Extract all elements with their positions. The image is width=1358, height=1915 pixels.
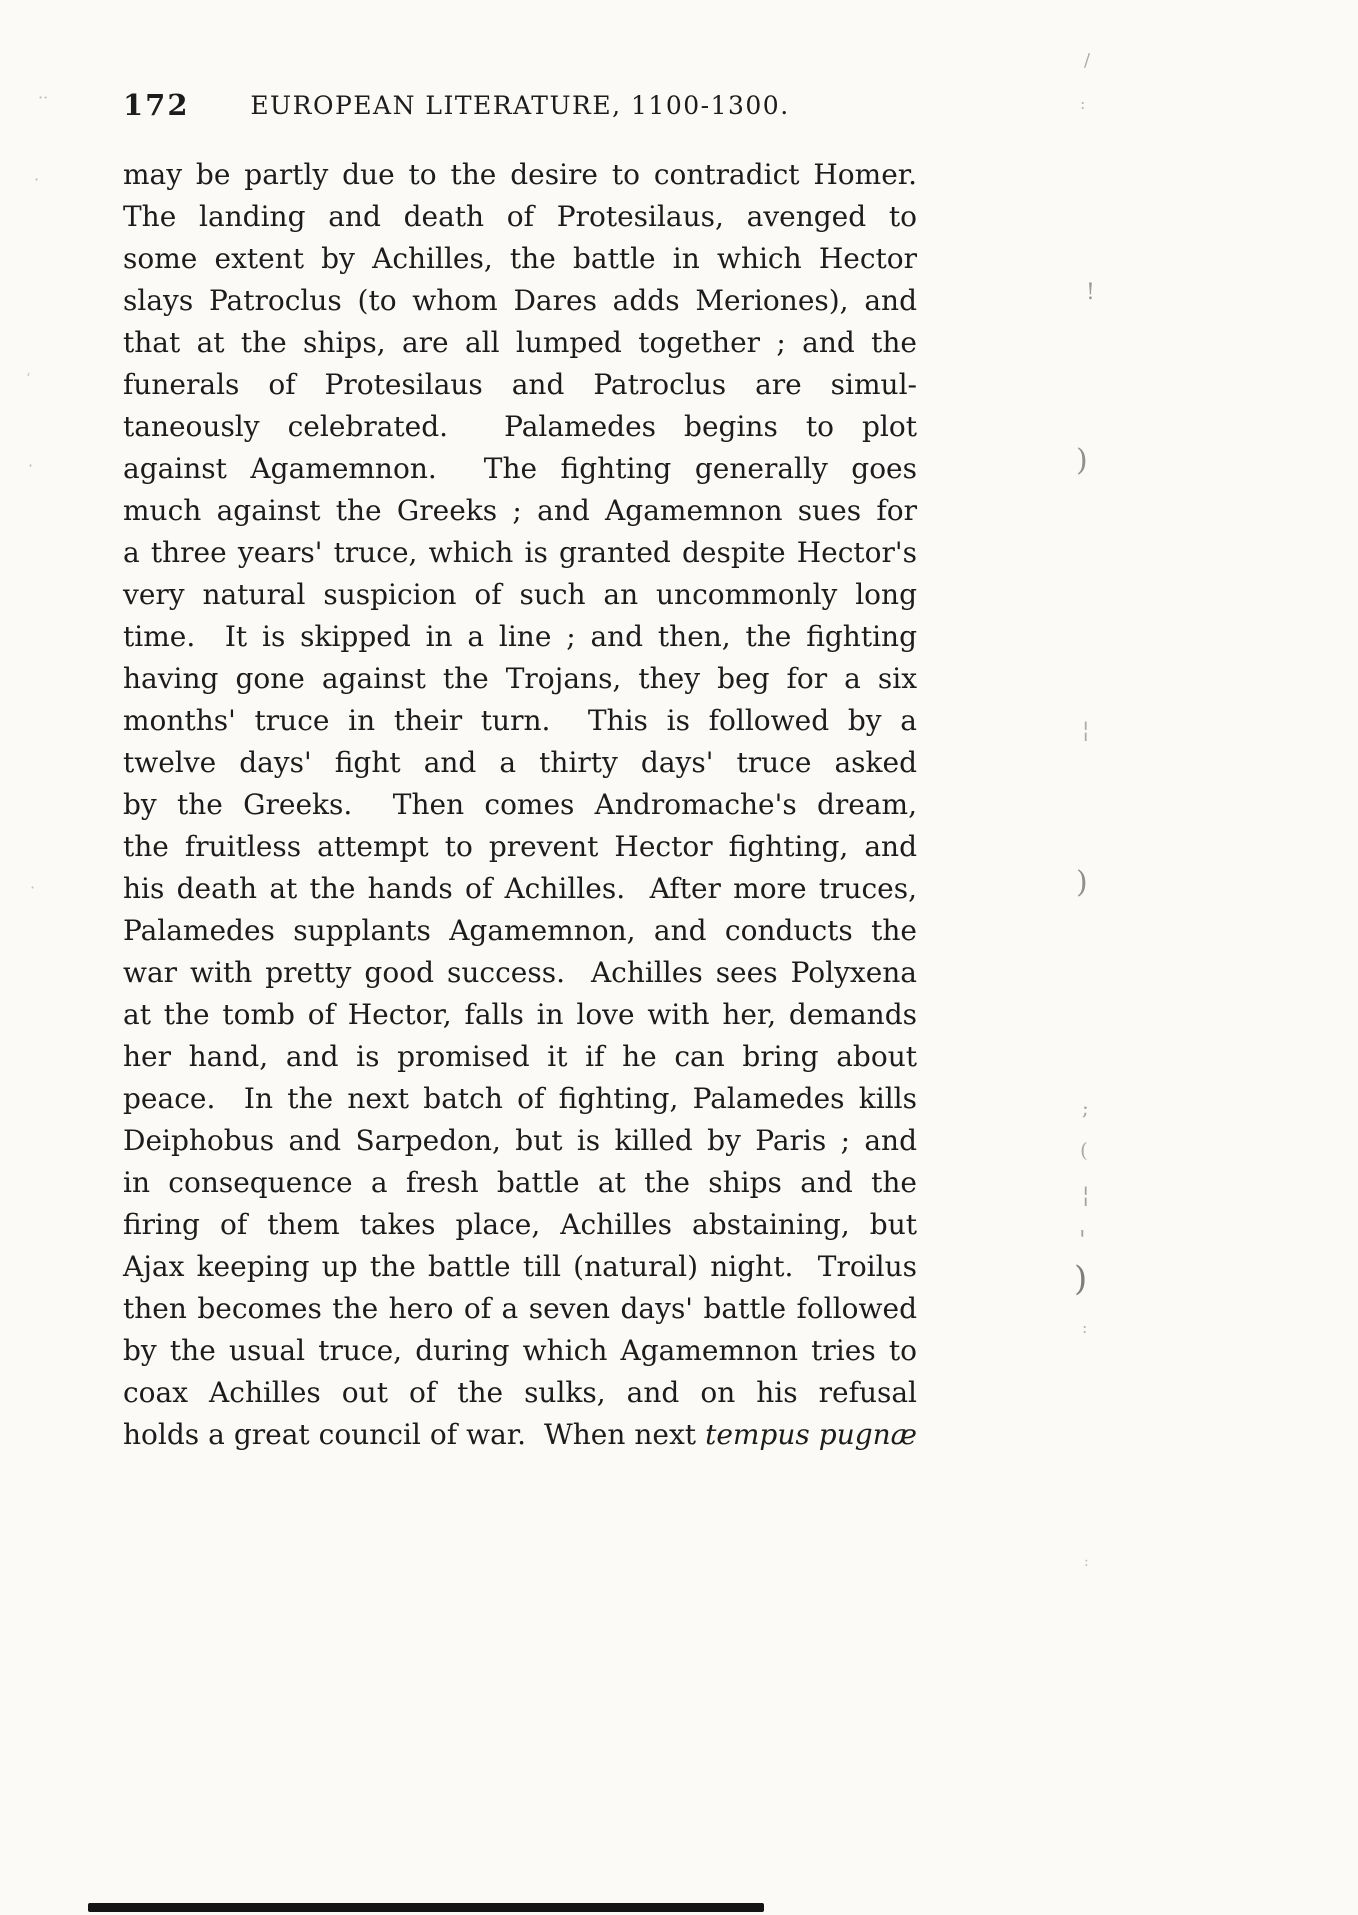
page-header (123, 86, 917, 128)
scan-artifact: ( (1080, 1138, 1088, 1162)
text-line: twelve days' fight and a thirty days' truce asked (123, 746, 917, 779)
scan-artifact: ʻ (26, 371, 31, 387)
text-line: the fruitless attempt to prevent Hector fighting, and (123, 830, 917, 863)
text-line: may be partly due to the desire to contradict Homer. (123, 158, 917, 191)
scan-artifact: / (1084, 50, 1091, 71)
text-line: a three years' truce, which is granted despite Hector's (123, 536, 917, 569)
italic-phrase: tempus pugnæ (705, 1418, 917, 1451)
page-bottom-scan-edge (88, 1903, 764, 1912)
text-line: funerals of Protesilaus and Patroclus are simul- (123, 368, 917, 401)
running-header-title: EUROPEAN LITERATURE, 1100-1300. (250, 91, 790, 120)
scan-artifact: ! (1086, 280, 1095, 305)
text-line: firing of them takes place, Achilles abstaining, but (123, 1208, 917, 1241)
text-line: slays Patroclus (to whom Dares adds Meriones), and (123, 284, 917, 317)
text-line: by the usual truce, during which Agamemnon tries to (123, 1334, 917, 1367)
text-line: then becomes the hero of a seven days' battle followed (123, 1292, 917, 1325)
scan-artifact: : (1084, 1554, 1089, 1570)
scan-artifact: ·· (38, 88, 49, 107)
text-line: The landing and death of Protesilaus, avenged to (123, 200, 917, 233)
text-line: peace. In the next batch of fighting, Palamedes kills (123, 1082, 917, 1115)
text-line: much against the Greeks ; and Agamemnon sues for (123, 494, 917, 527)
text-line: by the Greeks. Then comes Andromache's dream, (123, 788, 917, 821)
scan-artifact: · (30, 878, 36, 897)
text-line: his death at the hands of Achilles. After more truces, (123, 872, 917, 905)
text-line: having gone against the Trojans, they beg for a six (123, 662, 917, 695)
body-text (123, 154, 917, 1456)
scan-artifact: ¦ (1082, 1183, 1090, 1208)
scan-artifact: : (1082, 1318, 1088, 1337)
scan-artifact: ) (1076, 865, 1088, 900)
text-line: months' truce in their turn. This is followed by a (123, 704, 917, 737)
text-line: that at the ships, are all lumped together ; and the (123, 326, 917, 359)
scan-artifact: ) (1074, 1259, 1088, 1299)
text-line: some extent by Achilles, the battle in which Hector (123, 242, 917, 275)
text-line: against Agamemnon. The fighting generally goes (123, 452, 917, 485)
scan-artifact: · (34, 170, 40, 189)
text-line: at the tomb of Hector, falls in love with her, demands (123, 998, 917, 1031)
text-line: holds a great council of war. When next tempus pugnæ (123, 1418, 917, 1451)
text-line: time. It is skipped in a line ; and then, the fighting (123, 620, 917, 653)
scan-artifact: ¦ (1082, 718, 1090, 743)
page-content (123, 86, 917, 1456)
page-number: 172 (123, 88, 190, 122)
text-line: Ajax keeping up the battle till (natural) night. Troilus (123, 1250, 917, 1283)
text-line: coax Achilles out of the sulks, and on his refusal (123, 1376, 917, 1409)
scan-artifact: ) (1076, 443, 1088, 478)
scan-artifact: ; (1082, 1096, 1089, 1120)
text-line: war with pretty good success. Achilles sees Polyxena (123, 956, 917, 989)
text-line: her hand, and is promised it if he can bring about (123, 1040, 917, 1073)
text-line: in consequence a fresh battle at the ships and the (123, 1166, 917, 1199)
scan-artifact: : (1080, 94, 1086, 113)
text-line: Deiphobus and Sarpedon, but is killed by Paris ; and (123, 1124, 917, 1157)
text-line: taneously celebrated. Palamedes begins to plot (123, 410, 917, 443)
scan-artifact: · (28, 456, 34, 475)
scan-artifact: ' (1079, 1226, 1086, 1254)
text-line: very natural suspicion of such an uncommonly long (123, 578, 917, 611)
text-line: Palamedes supplants Agamemnon, and conducts the (123, 914, 917, 947)
